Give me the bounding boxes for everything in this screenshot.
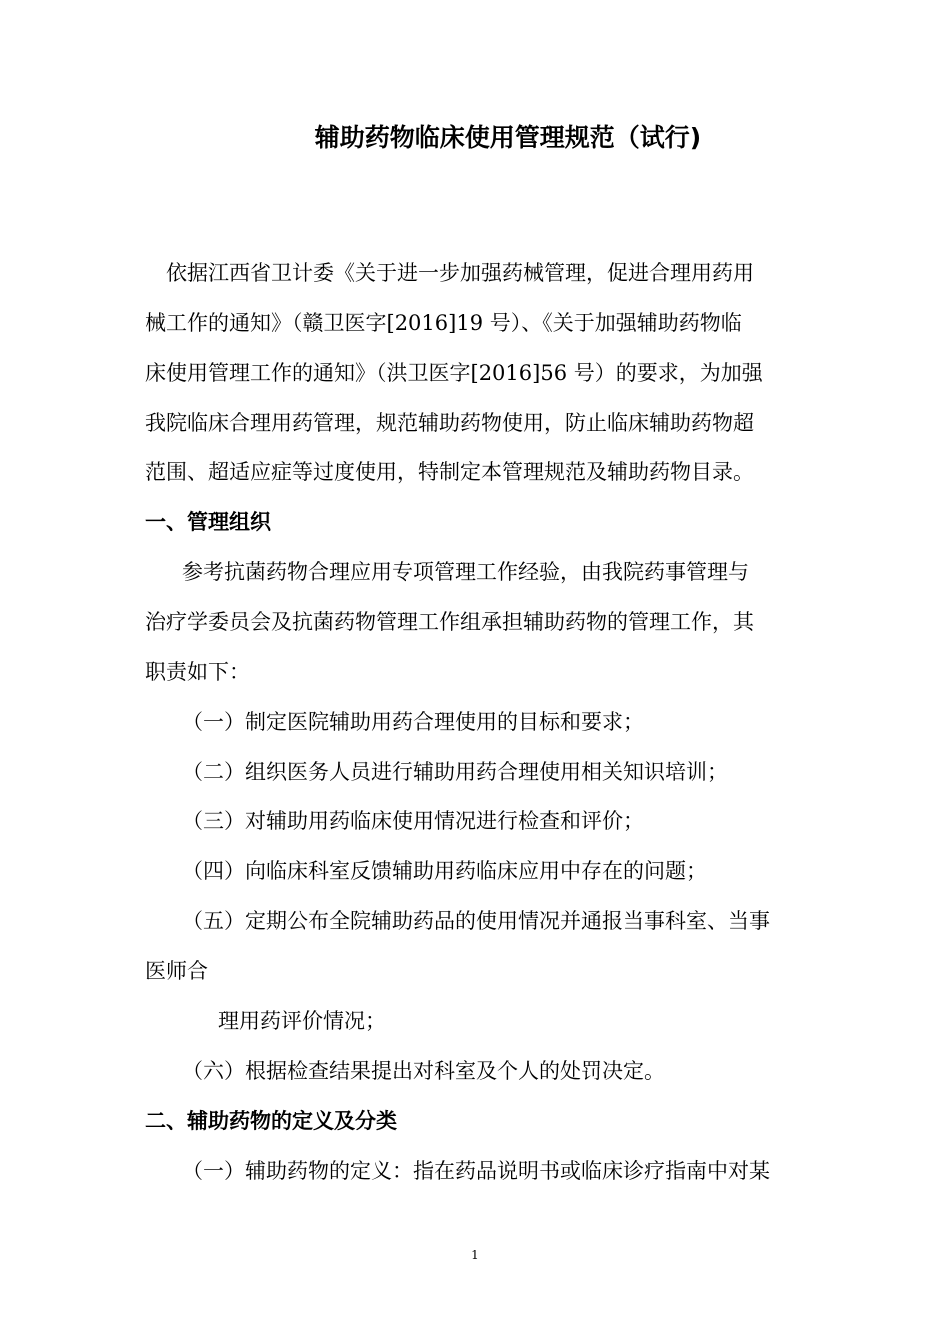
paragraph-line: 职责如下： [145,660,250,684]
intro-line: 范围、超适应症等过度使用，特制定本管理规范及辅助药物目录。 [145,460,754,484]
intro-line: 依据江西省卫计委《关于进一步加强药械管理，促进合理用药用 [166,261,754,285]
intro-line: 械工作的通知》（赣卫医字[2016]19 号）、《关于加强辅助药物临 [145,311,742,335]
section-heading: 二、辅助药物的定义及分类 [145,1109,397,1133]
list-item: （二）组织医务人员进行辅助用药合理使用相关知识培训； [182,760,728,784]
list-item: （四）向临床科室反馈辅助用药临床应用中存在的问题； [182,859,707,883]
list-item: （五）定期公布全院辅助药品的使用情况并通报当事科室、当事 [182,909,770,933]
list-item: （三）对辅助用药临床使用情况进行检查和评价； [182,809,644,833]
section-heading: 一、管理组织 [145,510,271,534]
list-item-continuation: 理用药评价情况； [218,1009,386,1033]
paragraph-line: （一）辅助药物的定义：指在药品说明书或临床诊疗指南中对某 [182,1159,770,1183]
page-number: 1 [471,1248,479,1262]
list-item: （一）制定医院辅助用药合理使用的目标和要求； [182,710,644,734]
intro-line: 我院临床合理用药管理，规范辅助药物使用，防止临床辅助药物超 [145,411,754,435]
list-item-continuation: 医师合 [145,959,208,983]
list-item: （六）根据检查结果提出对科室及个人的处罚决定。 [182,1059,665,1083]
paragraph-text: 及抗菌药物管理工作组承担辅助药物的管理工作，其 [271,610,754,634]
paragraph-line [182,557,749,590]
document-title: 辅助药物临床使用管理规范（试行) [314,123,702,152]
paragraph-text: 药事管理与 [644,560,749,584]
paragraph-text: 治疗学委员会 [145,610,271,634]
paragraph-line [145,607,754,640]
paragraph-text: 参考抗菌药物合理应用专项管理工作经验，由我院 [182,560,644,584]
intro-line: 床使用管理工作的通知》（洪卫医字[2016]56 号）的要求，为加强 [145,361,763,385]
